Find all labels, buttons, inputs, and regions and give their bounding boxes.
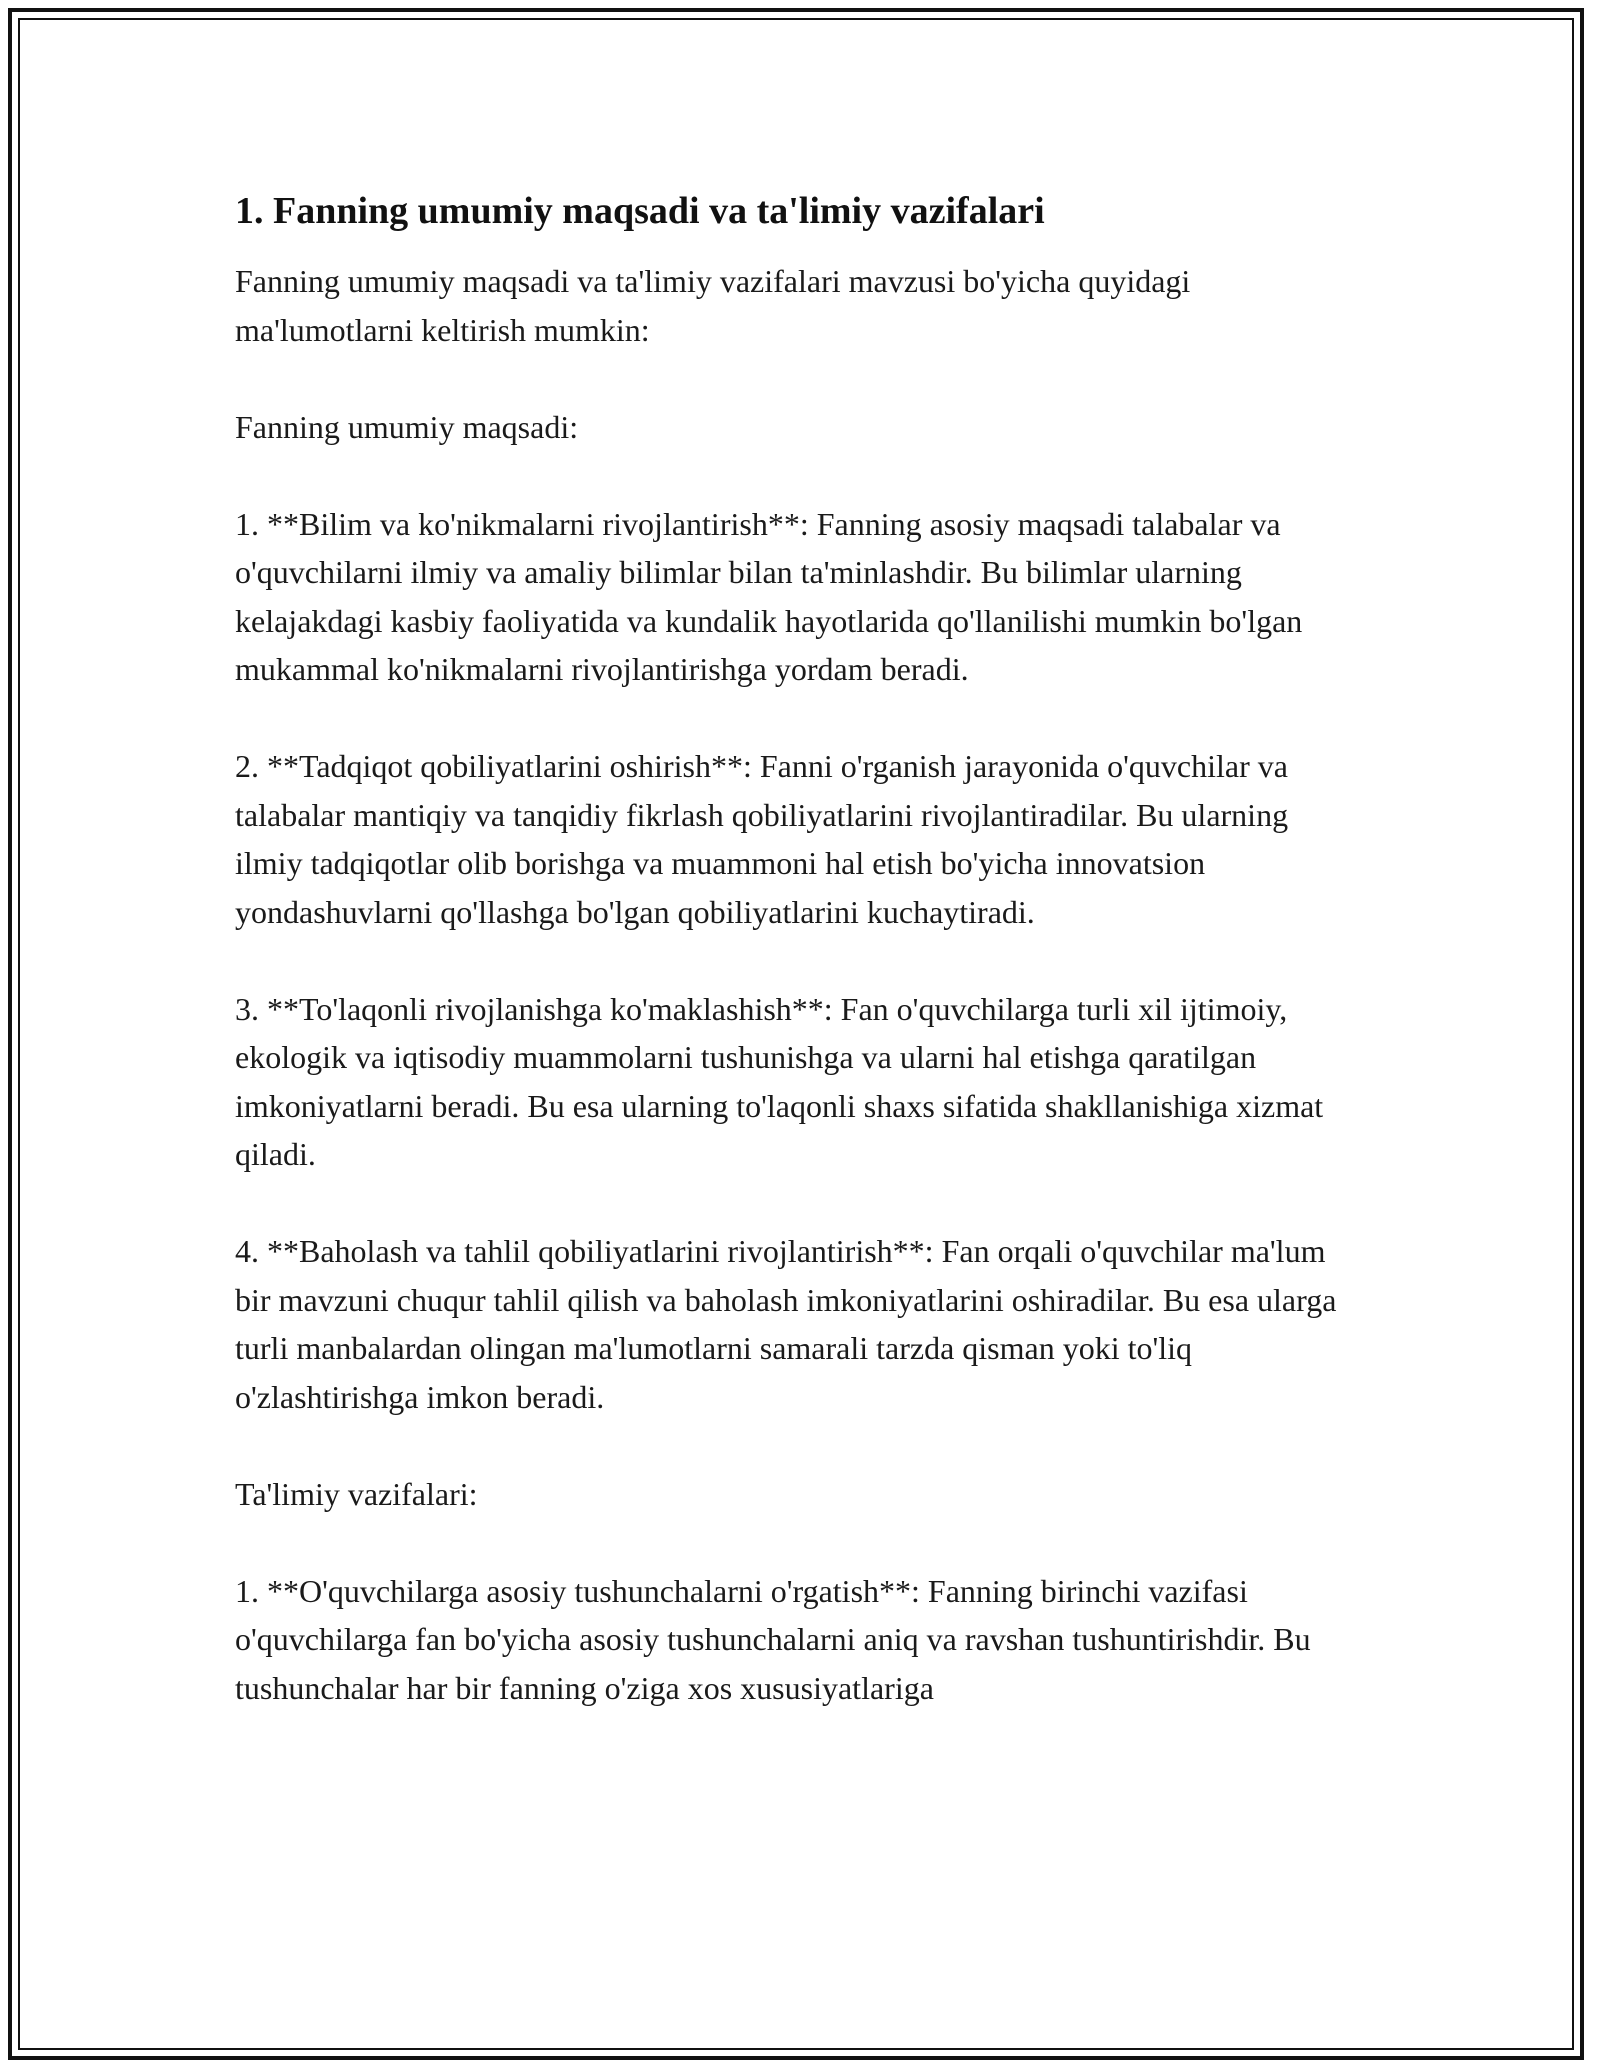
list-item: 3. **To'laqonli rivojlanishga ko'maklashish**: Fan o'quvchilarga turli xil ijtimoiy, ekologik va iqtisodiy muammolarni tushunishga va ularni hal etishga qaratilgan imkoniyatlarni beradi. Bu esa ularning to'laqonli shaxs sifatida shakllanishiga xizmat qiladi. bbox=[235, 990, 1324, 1172]
section-label-vazifalar: Ta'limiy vazifalari: bbox=[235, 1475, 478, 1512]
list-item: 1. **O'quvchilarga asosiy tushunchalarni o'rgatish**: Fanning birinchi vazifasi o'quvchilarga fan bo'yicha asosiy tushunchalarni aniq va ravshan tushuntirishdir. Bu tushunchalar har bir fanning o'ziga xos xususiyatlariga bbox=[235, 1572, 1311, 1706]
document-body bbox=[235, 185, 1355, 1761]
list-item: 1. **Bilim va ko'nikmalarni rivojlantirish**: Fanning asosiy maqsadi talabalar va o'quvchilarni ilmiy va amaliy bilimlar bilan ta'minlashdir. Bu bilimlar ularning kelajakdagi kasbiy faoliyatida va kundalik hayotlarida qo'llanilishi mumkin bo'lgan mukammal ko'nikmalarni rivojlantirishga yordam beradi. bbox=[235, 505, 1303, 687]
list-item: 4. **Baholash va tahlil qobiliyatlarini rivojlantirish**: Fan orqali o'quvchilar ma'lum bir mavzuni chuqur tahlil qilish va baholash imkoniyatlarini oshiradilar. Bu esa ularga turli manbalardan olingan ma'lumotlarni samarali tarzda qisman yoki to'liq o'zlashtirishga imkon beradi. bbox=[235, 1233, 1337, 1415]
section-label-maqsad: Fanning umumiy maqsadi: bbox=[235, 408, 579, 445]
intro-paragraph: Fanning umumiy maqsadi va ta'limiy vazifalari mavzusi bo'yicha quyidagi ma'lumotlarni keltirish mumkin: bbox=[235, 263, 1191, 348]
list-item: 2. **Tadqiqot qobiliyatlarini oshirish**: Fanni o'rganish jarayonida o'quvchilar va talabalar mantiqiy va tanqidiy fikrlash qobiliyatlarini rivojlantiradilar. Bu ularning ilmiy tadqiqotlar olib borishga va muammoni hal etish bo'yicha innovatsion yondashuvlarni qo'llashga bo'lgan qobiliyatlarini kuchaytiradi. bbox=[235, 748, 1289, 930]
document-heading: 1. Fanning umumiy maqsadi va ta'limiy vazifalari bbox=[235, 190, 1045, 232]
